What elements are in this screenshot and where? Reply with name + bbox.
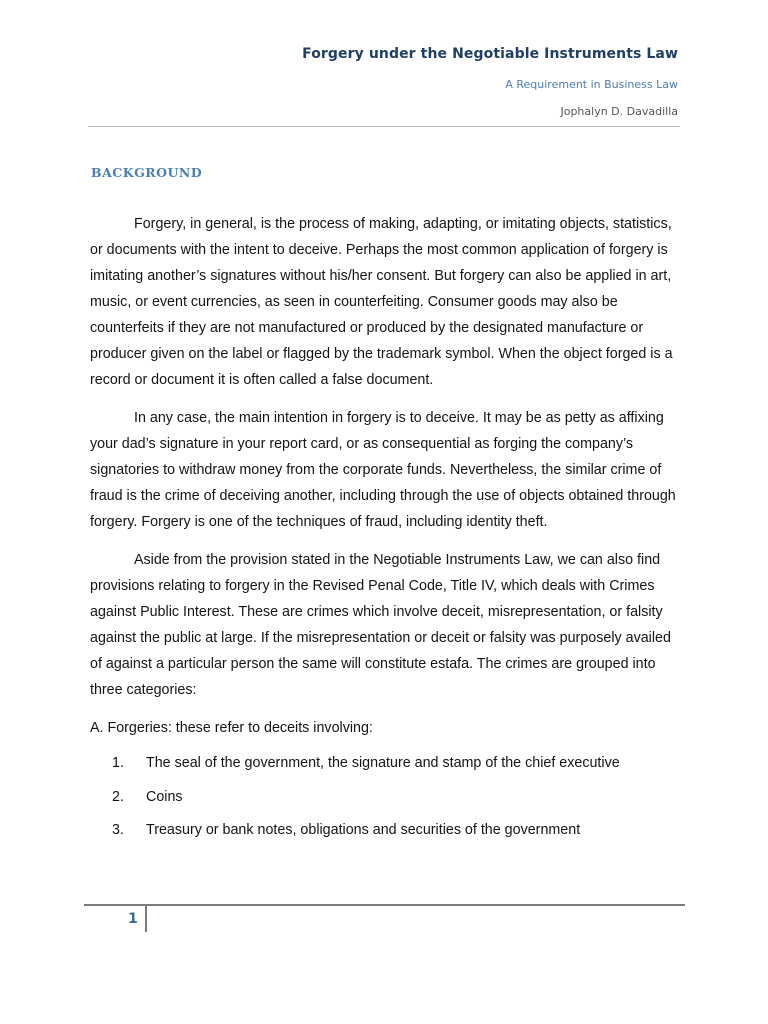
footer-separator xyxy=(145,906,147,932)
section-heading: BACKGROUND xyxy=(91,165,203,180)
footer-divider xyxy=(84,904,685,906)
body-paragraph: Aside from the provision stated in the Negotiable Instruments Law, we can also find provisions relating to forgery in the Revised Penal Code, Title IV, which deals with Crimes against Public Interest. These are crimes which involve deceit, misrepresentation, or falsity against the public at large. If the misrepresentation or deceit or falsity was purposely availed of against a particular person the same will constitute estafa. The crimes are grouped into three categories: xyxy=(90,552,671,698)
document-body xyxy=(90,211,680,848)
list-item-text: Treasury or bank notes, obligations and securities of the government xyxy=(146,822,581,838)
list-item-number: 1. xyxy=(112,755,124,771)
list-item-text: Coins xyxy=(146,788,183,805)
page-number: 1 xyxy=(128,911,138,927)
list-item-text: The seal of the government, the signature and stamp of the chief executive xyxy=(146,755,620,771)
list-intro: A. Forgeries: these refer to deceits involving: xyxy=(90,720,373,736)
list-item xyxy=(90,781,680,815)
document-title: Forgery under the Negotiable Instruments Law xyxy=(302,46,678,62)
body-paragraph: Forgery, in general, is the process of making, adapting, or imitating objects, statistics, or documents with the intent to deceive. Perhaps the most common application of forgery is imitating another’s signatures without his/her consent. But forgery can also be applied in art, music, or event currencies, as seen in counterfeiting. Consumer goods may also be counterfeits if they are not manufactured or produced by the designated manufacture or producer given on the label or flagged by the trademark symbol. When the object forged is a record or document it is often called a false document. xyxy=(90,216,673,388)
forgery-list xyxy=(90,747,680,848)
list-item-number: 2. xyxy=(112,788,124,805)
list-item xyxy=(90,814,680,848)
document-author: Jophalyn D. Davadilla xyxy=(560,105,678,118)
list-item xyxy=(90,747,680,781)
header-divider xyxy=(88,126,680,127)
document-subtitle: A Requirement in Business Law xyxy=(505,78,678,91)
list-item-number: 3. xyxy=(112,822,124,838)
body-paragraph: In any case, the main intention in forgery is to deceive. It may be as petty as affixing your dad’s signature in your report card, or as consequential as forging the company’s signatories to withdraw money from the corporate funds. Nevertheless, the similar crime of fraud is the crime of deceiving another, including through the use of objects obtained through forgery. Forgery is one of the techniques of fraud, including identity theft. xyxy=(90,410,676,530)
